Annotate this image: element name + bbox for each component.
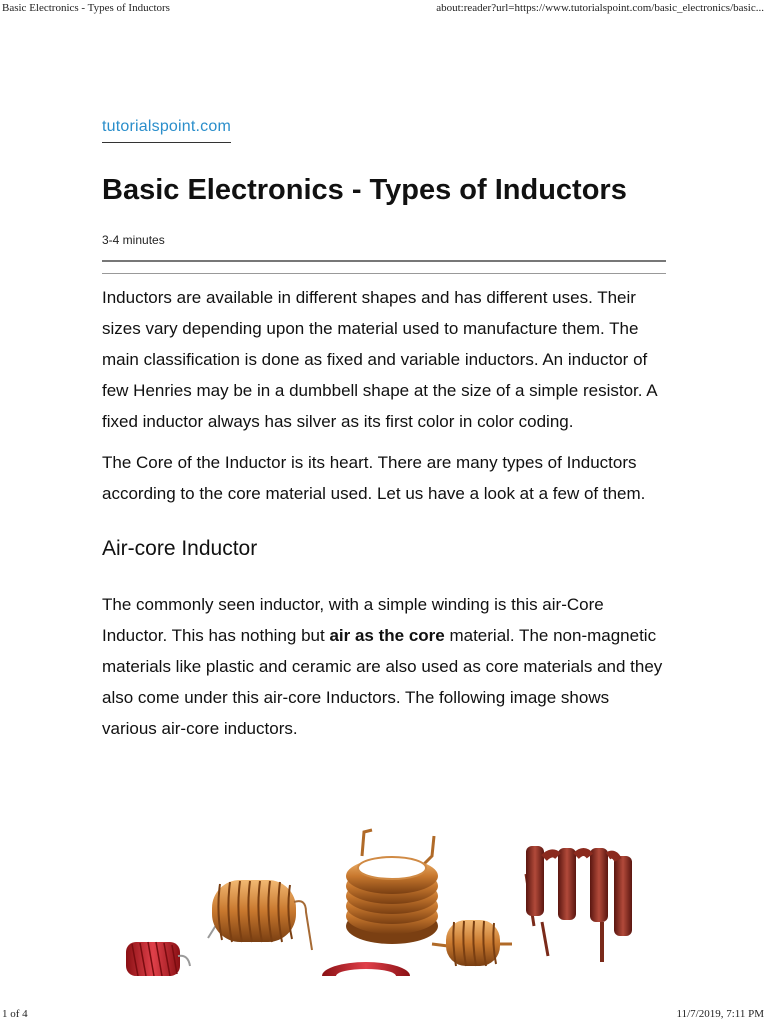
print-header-title: Basic Electronics - Types of Inductors (2, 2, 170, 14)
paragraph-core: The Core of the Inductor is its heart. There are many types of Inductors according to the core material used. Let us have a look at a few of them. (102, 453, 646, 503)
header-divider (102, 260, 666, 262)
air-core-inductors-image (102, 826, 666, 976)
print-header (2, 2, 764, 16)
paragraph-air-core-bold: air as the core (329, 626, 445, 645)
source-domain-link[interactable]: tutorialspoint.com (102, 118, 231, 143)
page-number: 1 of 4 (2, 1008, 28, 1020)
paragraph-intro: Inductors are available in different shapes and has different uses. Their sizes vary depending upon the material used to manufacture them. The main classification is done as fixed and variable inductors. An inductor of few Henries may be in a dumbbell shape at the size of a simple resistor. A fixed inductor always has silver as its first color in color coding. (102, 288, 657, 431)
section-heading-air-core: Air-core Inductor (102, 537, 258, 560)
article-title: Basic Electronics - Types of Inductors (102, 174, 627, 206)
paragraph-air-core-text-1: The commonly seen inductor, with a simple winding is this air-Core Inductor. This has nothing but (102, 595, 604, 645)
header-divider-secondary (102, 273, 666, 274)
red-coil-inductor (126, 942, 190, 976)
paragraph-air-core (102, 589, 666, 744)
enamel-spring-coil (526, 846, 632, 962)
reader-article (102, 118, 666, 744)
inductors-illustration (102, 826, 666, 976)
print-datetime: 11/7/2019, 7:11 PM (676, 1008, 764, 1020)
red-toroid-partial (322, 962, 410, 976)
print-footer (2, 1008, 764, 1022)
print-header-url: about:reader?url=https://www.tutorialspoint.com/basic_electronics/basic... (436, 2, 764, 14)
copper-small-coil (432, 920, 512, 966)
reading-time: 3-4 minutes (102, 233, 165, 247)
copper-horizontal-coil (208, 880, 312, 950)
paragraph-air-core-text-2: material. The non-magnetic materials like plastic and ceramic are also used as core materials and they also come under this air-core Inductors. The following image shows various air-core inductors. (102, 626, 663, 738)
copper-stacked-coil (346, 830, 438, 944)
